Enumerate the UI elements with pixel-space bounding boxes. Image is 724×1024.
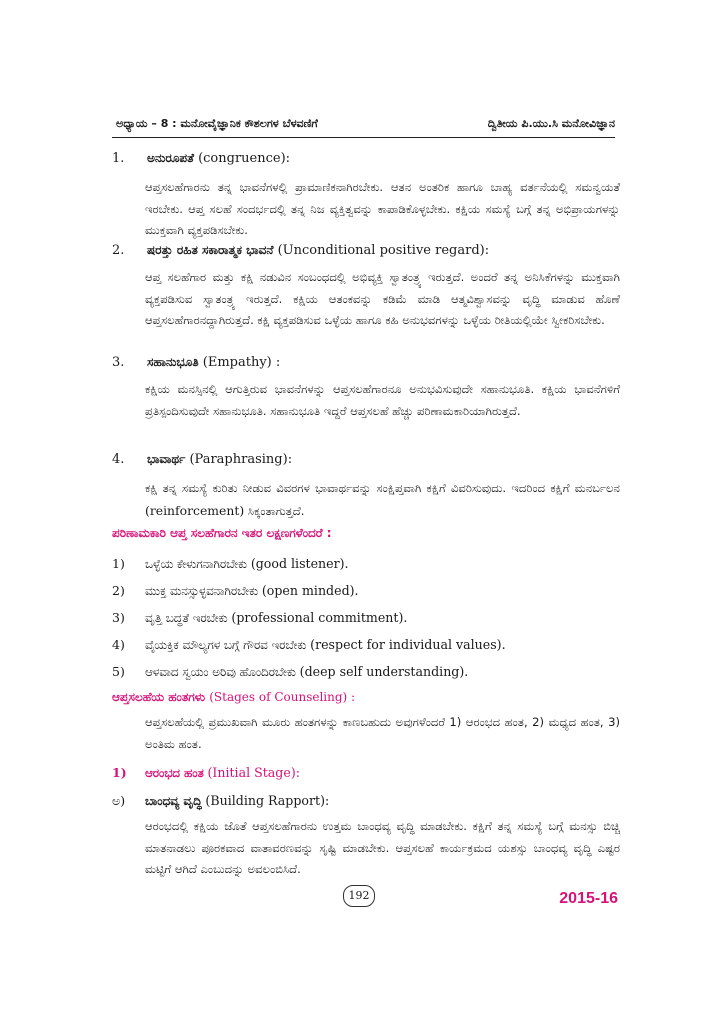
section-title: ಭಾವಾರ್ಥ (Paraphrasing): [147, 452, 293, 467]
section-number: 2. [112, 243, 125, 258]
section-title: ಸಹಾನುಭೂತಿ (Empathy) : [147, 355, 281, 370]
section-number: 3. [112, 355, 125, 370]
section-title: ಷರತ್ತು ರಹಿತ ಸಕಾರಾತ್ಮಕ ಭಾವನೆ (Unconditional positive regard): [147, 243, 490, 258]
stages-heading: ಆಪ್ತಸಲಹೆಯ ಹಂತಗಳು (Stages of Counseling) : [112, 690, 356, 704]
section-paragraph: ಕಕ್ಷಿ ತನ್ನ ಸಮಸ್ಯೆ ಕುರಿತು ನೀಡುವ ವಿವರಗಳ ಭಾವಾರ್ಥವನ್ನು ಸಂಕ್ಷಿಪ್ತವಾಗಿ ಕಕ್ಷಿಗೆ ವಿವರಿಸುವುದು. ಇದರಿಂದ ಕಕ್ಷಿಗೆ ಮನರ್ಬಲನ (reinforcement) ಸಿಕ್ಕಂತಾಗುತ್ತದೆ. [145, 481, 620, 518]
page-number: 192 [343, 885, 375, 907]
chapter-title: ಅಧ್ಯಾಯ – 8 : ಮನೋವೈಜ್ಞಾನಿಕ ಕೌಶಲಗಳ ಬೆಳವಣಿಗೆ [116, 117, 318, 130]
page: ಅಧ್ಯಾಯ – 8 : ಮನೋವೈಜ್ಞಾನಿಕ ಕೌಶಲಗಳ ಬೆಳವಣಿಗೆ ದ್ವಿತೀಯ ಪಿ.ಯು.ಸಿ ಮನೋವಿಜ್ಞಾನ 1. ಅನುರೂಪತೆ (congruence): ಆಪ್ತಸಲಹೆಗಾರನು ತನ್ನ ಭಾವನೆಗಳಲ್ಲಿ ಪ್ರಾಮಾಣಿಕನಾಗಿರಬೇಕು. ಆತನ ಅಂತರಿಕ ಹಾಗೂ ಬಾಹ್ಯ ವರ್ತನೆಯಲ್ಲಿ ಸಮನ್ವಯತೆ ಇರಬೇಕು. ಆಪ್ತ ಸಲಹೆ ಸಂದರ್ಭದಲ್ಲಿ ತನ್ನ ನಿಜ ವ್ಯಕ್ತಿತ್ವವನ್ನು ಕಾಪಾಡಿಕೊಳ್ಳಬೇಕು. ಕಕ್ಷಿಯ ಸಮಸ್ಯೆ ಬಗ್ಗೆ ತನ್ನ ಅಭಿಪ್ರಾಯಗಳನ್ನು ಮುಕ್ತವಾಗಿ ವ್ಯಕ್ತಪಡಿಸಬೇಕು. 2. ಷರತ್ತು ರಹಿತ ಸಕಾರಾತ್ಮಕ ಭಾವನೆ (Unconditional positive regard): ಆಪ್ತ ಸಲಹೆಗಾರ ಮತ್ತು ಕಕ್ಷಿ ನಡುವಿನ ಸಂಬಂಧದಲ್ಲಿ ಅಭಿವ್ಯಕ್ತಿ ಸ್ವಾತಂತ್ರ್ಯ ಇರುತ್ತದೆ. ಅಂದರೆ ತನ್ನ ಅನಿಸಿಕೆಗಳನ್ನು ಮುಕ್ತವಾಗಿ ವ್ಯಕ್ತಪಡಿಸುವ ಸ್ವಾತಂತ್ರ್ಯ ಇರುತ್ತದೆ. ಕಕ್ಷಿಯ ಆತಂಕವನ್ನು ಕಡಿಮೆ ಮಾಡಿ ಆತ್ಮವಿಶ್ವಾಸವನ್ನು ವೃದ್ಧಿ ಮಾಡುವ ಹೊಣೆ ಆಪ್ತಸಲಹೆಗಾರನದ್ದಾಗಿರುತ್ತದೆ. ಕಕ್ಷಿ ವ್ಯಕ್ತಪಡಿಸುವ ಒಳ್ಳೆಯ ಹಾಗೂ ಕಹಿ ಅನುಭವಗಳನ್ನು ಒಳ್ಳೆಯ ರೀತಿಯಲ್ಲಿಯೇ ಸ್ವೀಕರಿಸಬೇಕು. 3. ಸಹಾನುಭೂತಿ (Empathy) : ಕಕ್ಷಿಯ ಮನಸ್ಸಿನಲ್ಲಿ ಆಗುತ್ತಿರುವ ಭಾವನೆಗಳನ್ನು ಆಪ್ತಸಲಹೆಗಾರನೂ ಅನುಭವಿಸುವುದೇ ಸಹಾನುಭೂತಿ. ಕಕ್ಷಿಯ ಭಾವನೆಗಳಿಗೆ ಪ್ರತಿಸ್ಪಂದಿಸುವುದೇ ಸಹಾನುಭೂತಿ. ಸಹಾನುಭೂತಿ ಇದ್ದರೆ ಆಪ್ತಸಲಹೆ ಹೆಚ್ಚು ಪರಿಣಾಮಕಾರಿಯಾಗಿರುತ್ತದೆ. 4. ಭಾವಾರ್ಥ (Paraphrasing): ಕಕ್ಷಿ ತನ್ನ ಸಮಸ್ಯೆ ಕುರಿತು ನೀಡುವ ವಿವರಗಳ ಭಾವಾರ್ಥವನ್ನು ಸಂಕ್ಷಿಪ್ತವಾಗಿ ಕಕ್ಷಿಗೆ ವಿವರಿಸುವುದು. ಇದರಿಂದ ಕಕ್ಷಿಗೆ ಮನರ್ಬಲನ (reinforcement) ಸಿಕ್ಕಂತಾಗುತ್ತದೆ. ಪರಿಣಾಮಕಾರಿ ಆಪ್ತ ಸಲಹೆಗಾರನ ಇತರ ಲಕ್ಷಣಗಳೆಂದರೆ : 1) ಒಳ್ಳೆಯ ಕೇಳುಗನಾಗಿರಬೇಕು (good listener). 2) ಮುಕ್ತ ಮನಸ್ಸುಳ್ಳವನಾಗಿರಬೇಕು (open minded). 3) ವೃತ್ತಿ ಬದ್ಧತೆ ಇರಬೇಕು (professional commitment). 4) ವೈಯಕ್ತಿಕ ಮೌಲ್ಯಗಳ ಬಗ್ಗೆ ಗೌರವ ಇರಬೇಕು (respect for individual values). 5) ಆಳವಾದ ಸ್ವಯಂ ಅರಿವು ಹೊಂದಿರಬೇಕು (deep self understanding). ಆಪ್ತಸಲಹೆಯ ಹಂತಗಳು (Stages of Counseling) : ಆಪ್ತಸಲಹೆಯಲ್ಲಿ ಪ್ರಮುಖವಾಗಿ ಮೂರು ಹಂತಗಳನ್ನು ಕಾಣಬಹುದು ಅವುಗಳೆಂದರೆ 1) ಆರಂಭದ ಹಂತ, 2) ಮಧ್ಯದ ಹಂತ, 3) ಅಂತಿಮ ಹಂತ. 1) ಆರಂಭದ ಹಂತ (Initial Stage): ಅ) ಬಾಂಧವ್ಯ ವೃದ್ಧಿ (Building Rapport): ಆರಂಭದಲ್ಲಿ ಕಕ್ಷಿಯ ಜೊತೆ ಆಪ್ತಸಲಹೆಗಾರನು ಉತ್ತಮ ಬಾಂಧವ್ಯ ವೃದ್ಧಿ ಮಾಡಬೇಕು. ಕಕ್ಷಿಗೆ ತನ್ನ ಸಮಸ್ಯೆ ಬಗ್ಗೆ ಮನಸ್ಸು ಬಿಚ್ಚಿ ಮಾತನಾಡಲು ಪೂರಕವಾದ ವಾತಾವರಣವನ್ನು ಸೃಷ್ಟಿ ಮಾಡಬೇಕು. ಆಪ್ತಸಲಹೆ ಕಾರ್ಯಕ್ರಮದ ಯಶಸ್ಸು ಬಾಂಧವ್ಯ ವೃದ್ಧಿ ಎಷ್ಟರ ಮಟ್ಟಿಗೆ ಆಗಿದೆ ಎಂಬುದನ್ನು ಅವಲಂಬಿಸಿದೆ. 192 2015-16 [112, 117, 620, 907]
stages-paragraph: ಆಪ್ತಸಲಹೆಯಲ್ಲಿ ಪ್ರಮುಖವಾಗಿ ಮೂರು ಹಂತಗಳನ್ನು ಕಾಣಬಹುದು ಅವುಗಳೆಂದರೆ 1) ಆರಂಭದ ಹಂತ, 2) ಮಧ್ಯದ ಹಂತ, 3) ಅಂತಿಮ ಹಂತ. [145, 715, 620, 751]
section-paragraph: ಕಕ್ಷಿಯ ಮನಸ್ಸಿನಲ್ಲಿ ಆಗುತ್ತಿರುವ ಭಾವನೆಗಳನ್ನು ಆಪ್ತಸಲಹೆಗಾರನೂ ಅನುಭವಿಸುವುದೇ ಸಹಾನುಭೂತಿ. ಕಕ್ಷಿಯ ಭಾವನೆಗಳಿಗೆ ಪ್ರತಿಸ್ಪಂದಿಸುವುದೇ ಸಹಾನುಭೂತಿ. ಸಹಾನುಭೂತಿ ಇದ್ದರೆ ಆಪ್ತಸಲಹೆ ಹೆಚ್ಚು ಪರಿಣಾಮಕಾರಿಯಾಗಿರುತ್ತದೆ. [145, 382, 620, 418]
book-title: ದ್ವಿತೀಯ ಪಿ.ಯು.ಸಿ ಮನೋವಿಜ್ಞಾನ [487, 117, 615, 130]
section-paragraph: ಆಪ್ತಸಲಹೆಗಾರನು ತನ್ನ ಭಾವನೆಗಳಲ್ಲಿ ಪ್ರಾಮಾಣಿಕನಾಗಿರಬೇಕು. ಆತನ ಅಂತರಿಕ ಹಾಗೂ ಬಾಹ್ಯ ವರ್ತನೆಯಲ್ಲಿ ಸಮನ್ವಯತೆ ಇರಬೇಕು. ಆಪ್ತ ಸಲಹೆ ಸಂದರ್ಭದಲ್ಲಿ ತನ್ನ ನಿಜ ವ್ಯಕ್ತಿತ್ವವನ್ನು ಕಾಪಾಡಿಕೊಳ್ಳಬೇಕು. ಕಕ್ಷಿಯ ಸಮಸ್ಯೆ ಬಗ್ಗೆ ತನ್ನ ಅಭಿಪ್ರಾಯಗಳನ್ನು ಮುಕ್ತವಾಗಿ ವ್ಯಕ್ತಪಡಿಸಬೇಕು. [145, 180, 620, 237]
running-header [112, 117, 615, 138]
section-title: ಅನುರೂಪತೆ (congruence): [147, 151, 291, 166]
section-number: 1. [112, 151, 125, 166]
section-paragraph: ಆಪ್ತ ಸಲಹೆಗಾರ ಮತ್ತು ಕಕ್ಷಿ ನಡುವಿನ ಸಂಬಂಧದಲ್ಲಿ ಅಭಿವ್ಯಕ್ತಿ ಸ್ವಾತಂತ್ರ್ಯ ಇರುತ್ತದೆ. ಅಂದರೆ ತನ್ನ ಅನಿಸಿಕೆಗಳನ್ನು ಮುಕ್ತವಾಗಿ ವ್ಯಕ್ತಪಡಿಸುವ ಸ್ವಾತಂತ್ರ್ಯ ಇರುತ್ತದೆ. ಕಕ್ಷಿಯ ಆತಂಕವನ್ನು ಕಡಿಮೆ ಮಾಡಿ ಆತ್ಮವಿಶ್ವಾಸವನ್ನು ವೃದ್ಧಿ ಮಾಡುವ ಹೊಣೆ ಆಪ್ತಸಲಹೆಗಾರನದ್ದಾಗಿರುತ್ತದೆ. ಕಕ್ಷಿ ವ್ಯಕ್ತಪಡಿಸುವ ಒಳ್ಳೆಯ ಹಾಗೂ ಕಹಿ ಅನುಭವಗಳನ್ನು ಒಳ್ಳೆಯ ರೀತಿಯಲ್ಲಿಯೇ ಸ್ವೀಕರಿಸಬೇಕು. [145, 270, 620, 327]
qualities-heading: ಪರಿಣಾಮಕಾರಿ ಆಪ್ತ ಸಲಹೆಗಾರನ ಇತರ ಲಕ್ಷಣಗಳೆಂದರೆ : [112, 526, 332, 540]
edition-year: 2015-16 [559, 890, 618, 907]
rapport-paragraph: ಆರಂಭದಲ್ಲಿ ಕಕ್ಷಿಯ ಜೊತೆ ಆಪ್ತಸಲಹೆಗಾರನು ಉತ್ತಮ ಬಾಂಧವ್ಯ ವೃದ್ಧಿ ಮಾಡಬೇಕು. ಕಕ್ಷಿಗೆ ತನ್ನ ಸಮಸ್ಯೆ ಬಗ್ಗೆ ಮನಸ್ಸು ಬಿಚ್ಚಿ ಮಾತನಾಡಲು ಪೂರಕವಾದ ವಾತಾವರಣವನ್ನು ಸೃಷ್ಟಿ ಮಾಡಬೇಕು. ಆಪ್ತಸಲಹೆ ಕಾರ್ಯಕ್ರಮದ ಯಶಸ್ಸು ಬಾಂಧವ್ಯ ವೃದ್ಧಿ ಎಷ್ಟರ ಮಟ್ಟಿಗೆ ಆಗಿದೆ ಎಂಬುದನ್ನು ಅವಲಂಬಿಸಿದೆ. [145, 819, 620, 876]
section-number: 4. [112, 452, 125, 467]
